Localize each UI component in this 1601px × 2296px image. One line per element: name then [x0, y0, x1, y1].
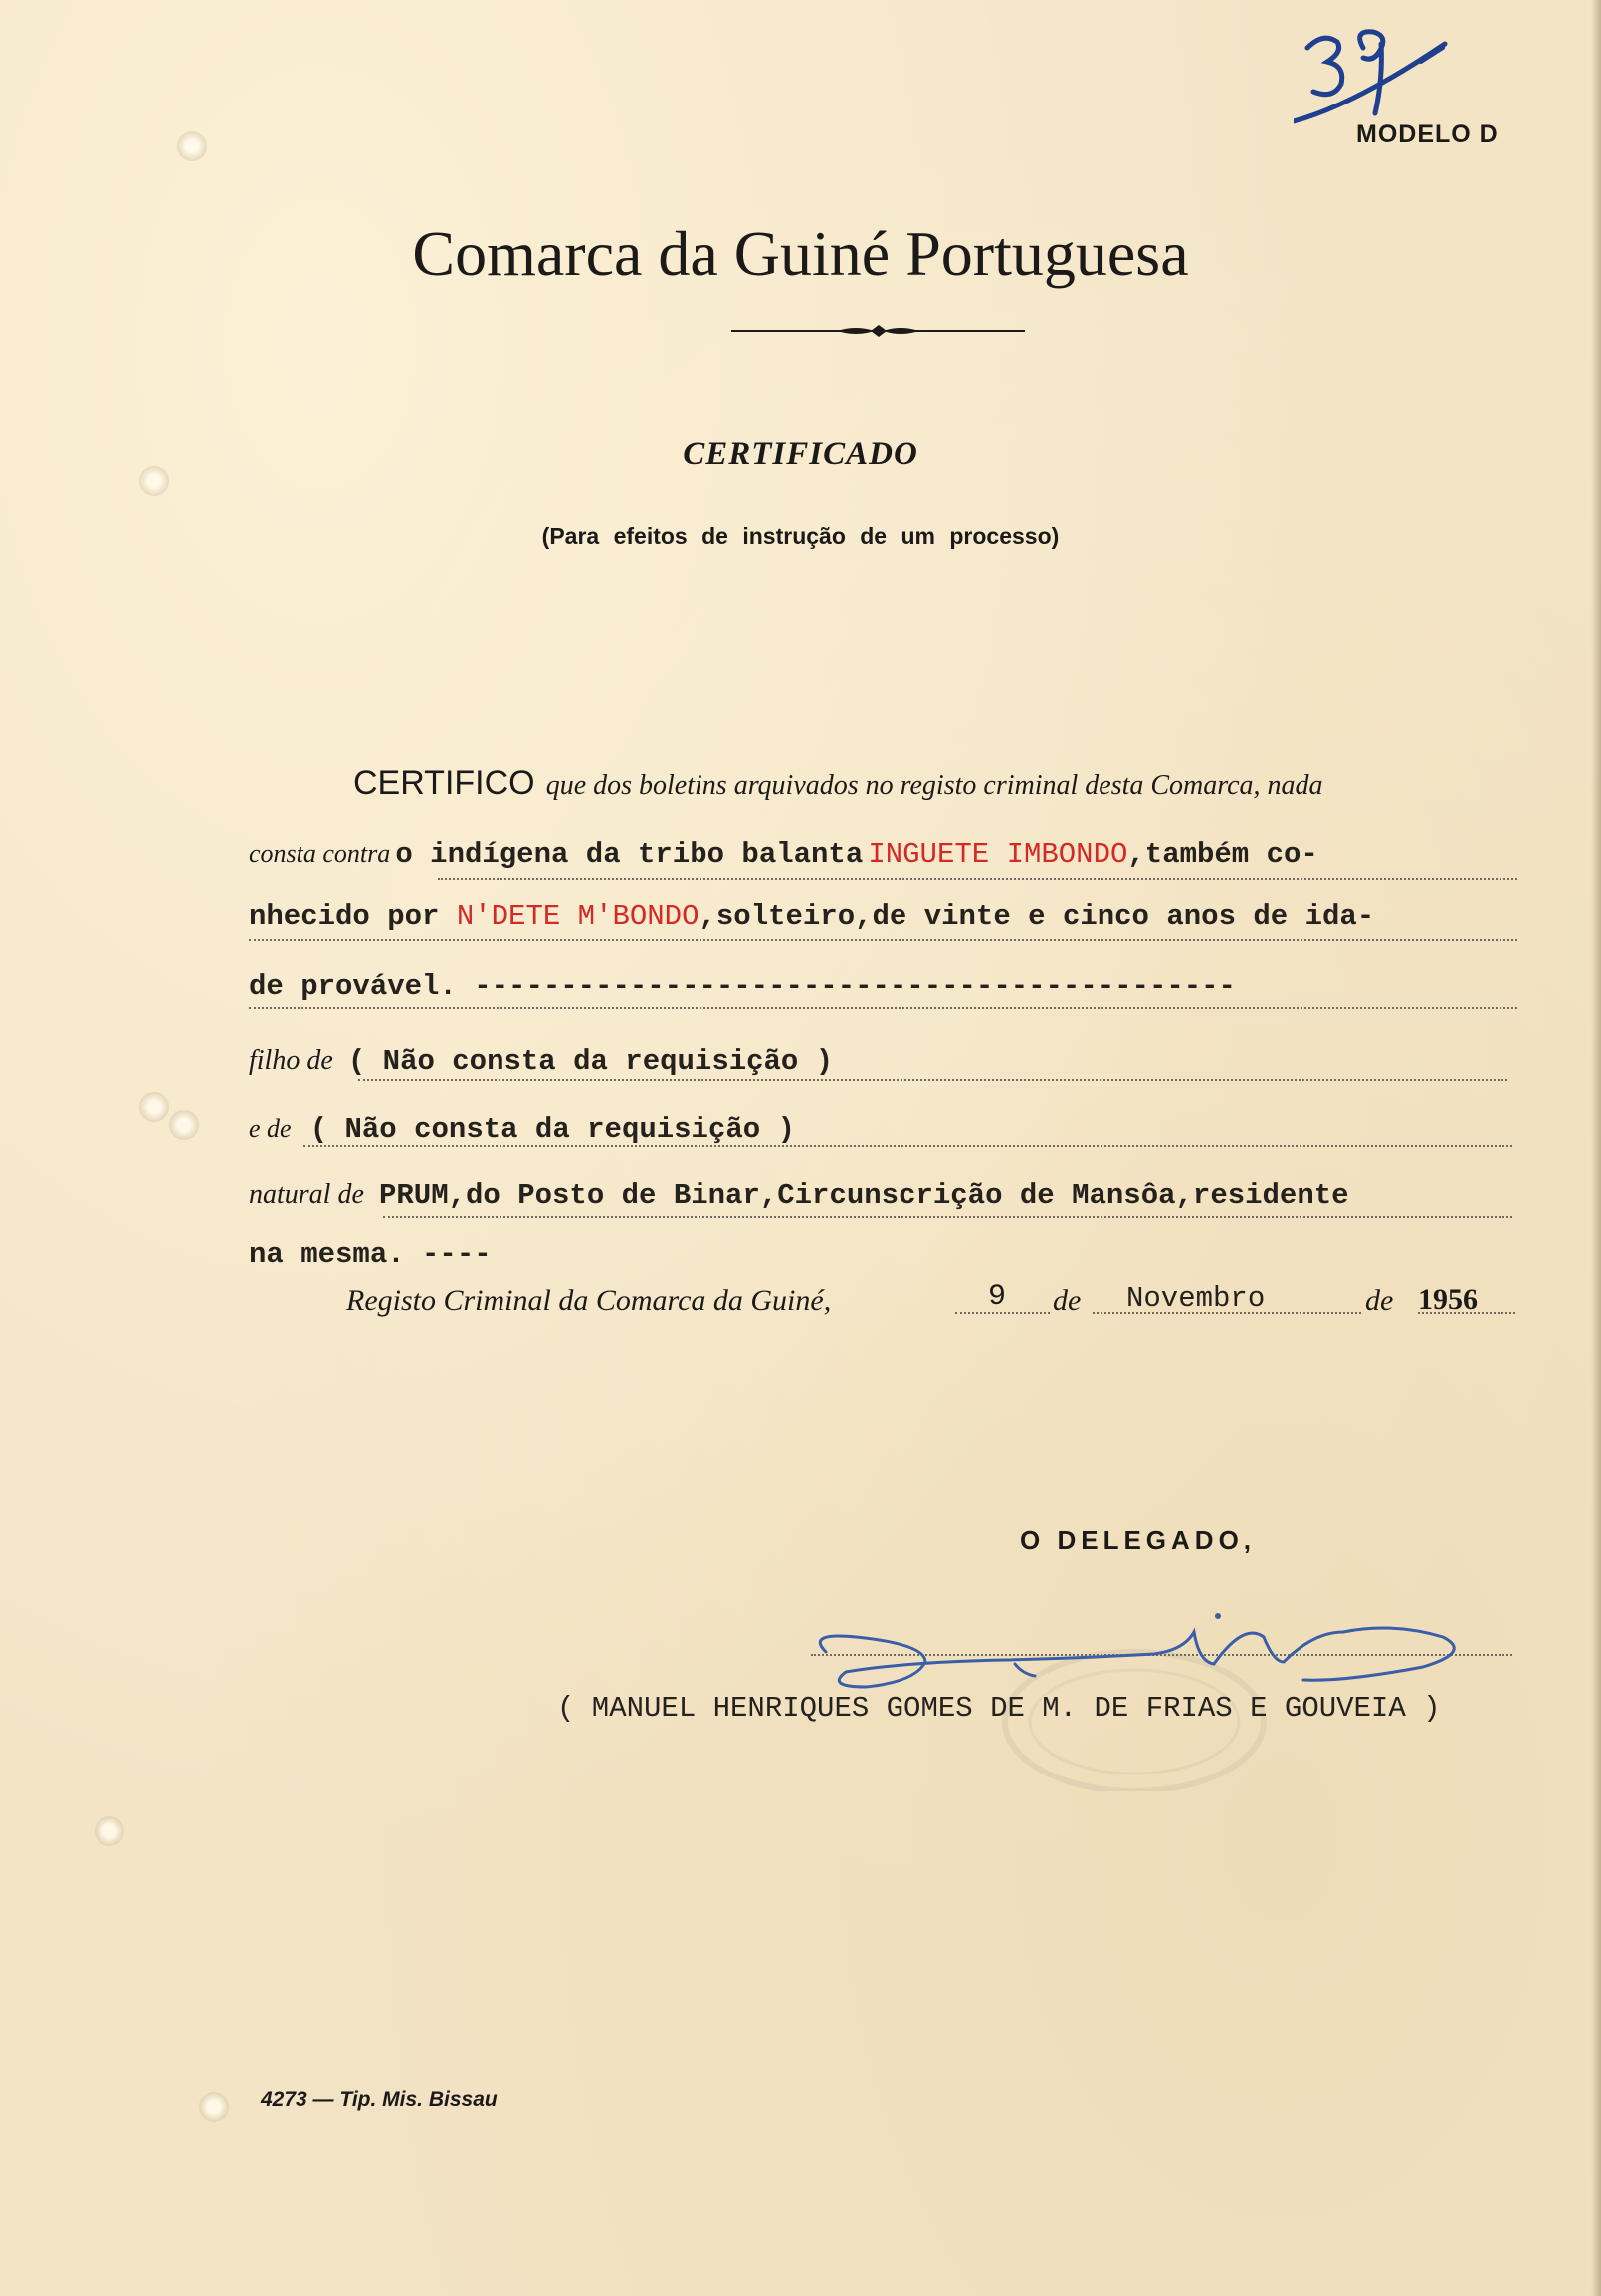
page-title: Comarca da Guiné Portuguesa: [412, 218, 1189, 289]
certifico-word: CERTIFICO: [353, 764, 535, 802]
subject-description: o indígena da tribo balanta: [395, 838, 864, 871]
alias-line: [249, 900, 1374, 933]
dotted-line-father: [358, 1079, 1507, 1081]
title-ornament: [731, 316, 1025, 346]
model-label: MODELO D: [1356, 120, 1499, 148]
punch-hole-4: [169, 1110, 199, 1140]
punch-hole-5: [95, 1816, 124, 1846]
dotted-line-mother: [303, 1145, 1512, 1147]
mother-label: e de: [249, 1114, 292, 1143]
certifico-line: [353, 764, 1323, 803]
document-subtitle: CERTIFICADO: [683, 436, 918, 472]
punch-hole-3: [139, 1092, 169, 1122]
dotted-line-2: [249, 939, 1517, 941]
consta-label: consta contra: [249, 839, 391, 868]
dotted-line-1: [438, 878, 1517, 880]
registry-prefix: Registo Criminal da Comarca da Guiné,: [346, 1284, 832, 1317]
origin-line: [249, 1179, 1349, 1212]
signatory-name: ( MANUEL HENRIQUES GOMES DE M. DE FRIAS E GOUVEIA ): [557, 1692, 1441, 1725]
father-line: [249, 1045, 833, 1078]
origin-label: natural de: [249, 1179, 364, 1210]
mother-line: [249, 1113, 795, 1146]
dotted-day: [955, 1312, 1050, 1314]
consta-line: [249, 838, 1318, 871]
origin-value: PRUM,do Posto de Binar,Circunscrição de Mansôa,residente: [378, 1179, 1349, 1212]
subject-alias: N'DETE M'BONDO: [456, 900, 700, 933]
father-value: ( Não consta da requisição ): [347, 1045, 834, 1078]
alias-label: nhecido por: [249, 900, 440, 933]
delegate-title: O DELEGADO,: [1020, 1525, 1257, 1555]
dotted-line-3: [249, 1007, 1517, 1009]
line1-end: ,também co-: [1127, 838, 1318, 871]
registry-de-1: de: [1053, 1284, 1082, 1317]
handwritten-folio-number: [1294, 18, 1453, 127]
father-label: filho de: [249, 1045, 333, 1076]
certifico-text: que dos boletins arquivados no registo criminal desta Comarca, nada: [545, 770, 1323, 801]
punch-hole-6: [199, 2092, 229, 2122]
registry-year: 1956: [1418, 1283, 1478, 1316]
registry-day: 9: [988, 1280, 1007, 1314]
subject-name: INGUETE IMBONDO: [868, 838, 1128, 871]
line2-end: ,solteiro,de vinte e cinco anos de ida-: [699, 900, 1375, 933]
mother-value: ( Não consta da requisição ): [309, 1113, 795, 1146]
purpose-note: (Para efeitos de instrução de um processo): [541, 523, 1060, 549]
punch-hole-1: [177, 131, 207, 161]
dotted-line-origin: [383, 1216, 1512, 1218]
printer-imprint: 4273 — Tip. Mis. Bissau: [261, 2088, 498, 2111]
registry-de-2: de: [1365, 1284, 1394, 1317]
age-line: de provável. --------------------------------------------: [249, 970, 1236, 1003]
origin-continuation: na mesma. ----: [249, 1238, 492, 1271]
dotted-year: [1418, 1312, 1515, 1314]
paper-edge: [1591, 0, 1601, 2296]
registry-month: Novembro: [1126, 1282, 1266, 1315]
dotted-month: [1093, 1312, 1361, 1314]
